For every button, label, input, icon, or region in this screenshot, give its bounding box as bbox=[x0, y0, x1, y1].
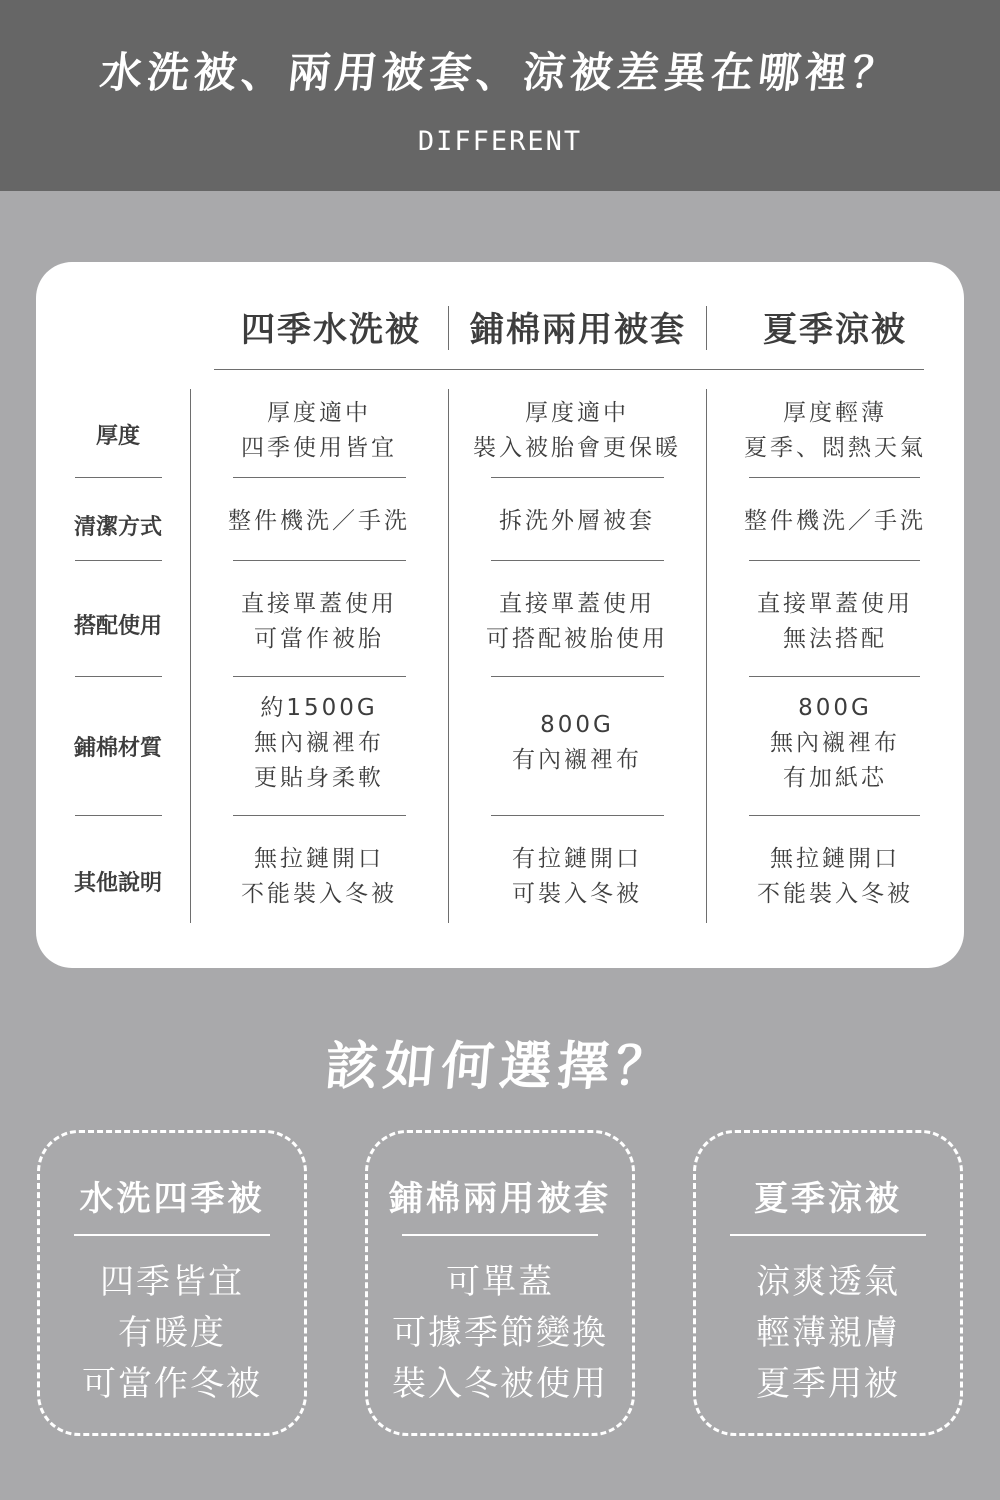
table-cell: 厚度輕薄 夏季、悶熱天氣 bbox=[744, 400, 926, 461]
choice-box-title: 水洗四季被 bbox=[79, 1179, 265, 1219]
row-separator bbox=[749, 477, 920, 478]
row-separator bbox=[233, 676, 406, 677]
table-cell: 有拉鏈開口 可裝入冬被 bbox=[512, 846, 642, 907]
row-label: 搭配使用 bbox=[73, 614, 162, 639]
page-subtitle: DIFFERENT bbox=[417, 126, 583, 157]
choice-box-two-way-cover bbox=[365, 1130, 635, 1436]
row-label: 鋪棉材質 bbox=[73, 736, 162, 761]
row-separator bbox=[233, 560, 406, 561]
table-cell: 直接單蓋使用 可當作被胎 bbox=[241, 591, 397, 652]
row-separator bbox=[233, 815, 406, 816]
table-cell: 直接單蓋使用 無法搭配 bbox=[757, 591, 913, 652]
column-header-two-way-cover: 鋪棉兩用被套 bbox=[470, 310, 686, 350]
choice-box-divider bbox=[402, 1234, 598, 1236]
row-label: 厚度 bbox=[95, 424, 140, 449]
row-separator bbox=[75, 676, 162, 677]
header-banner bbox=[0, 0, 1000, 191]
header-divider bbox=[706, 306, 707, 350]
choice-box-four-season bbox=[37, 1130, 307, 1436]
how-to-choose-heading: 該如何選擇？ bbox=[322, 1037, 677, 1097]
choice-box-summer-quilt bbox=[693, 1130, 963, 1436]
table-cell: 無拉鏈開口 不能裝入冬被 bbox=[757, 846, 913, 907]
table-cell: 800G 有內襯裡布 bbox=[512, 712, 642, 773]
table-cell: 約1500G 無內襯裡布 更貼身柔軟 bbox=[254, 695, 384, 791]
row-label: 清潔方式 bbox=[73, 515, 162, 540]
column-header-four-season: 四季水洗被 bbox=[241, 310, 421, 350]
row-label: 其他說明 bbox=[73, 871, 162, 896]
table-cell: 拆洗外層被套 bbox=[499, 508, 655, 534]
row-separator bbox=[491, 477, 664, 478]
choice-box-body: 四季皆宜 有暖度 可當作冬被 bbox=[82, 1262, 262, 1404]
row-separator bbox=[749, 560, 920, 561]
row-separator bbox=[749, 676, 920, 677]
row-separator bbox=[749, 815, 920, 816]
row-separator bbox=[491, 560, 664, 561]
choice-box-divider bbox=[730, 1234, 926, 1236]
header-underline bbox=[214, 369, 924, 370]
header-divider bbox=[448, 306, 449, 350]
row-separator bbox=[491, 676, 664, 677]
row-separator bbox=[75, 560, 162, 561]
table-cell: 厚度適中 四季使用皆宜 bbox=[241, 400, 397, 461]
table-cell: 800G 無內襯裡布 有加紙芯 bbox=[770, 695, 900, 791]
table-cell: 無拉鏈開口 不能裝入冬被 bbox=[241, 846, 397, 907]
table-cell: 厚度適中 裝入被胎會更保暖 bbox=[473, 400, 681, 461]
choice-box-title: 夏季涼被 bbox=[754, 1179, 902, 1219]
comparison-table bbox=[36, 262, 964, 968]
row-separator bbox=[75, 815, 162, 816]
choice-box-body: 可單蓋 可據季節變換 裝入冬被使用 bbox=[392, 1262, 608, 1404]
row-separator bbox=[233, 477, 406, 478]
choice-box-body: 涼爽透氣 輕薄親膚 夏季用被 bbox=[756, 1262, 900, 1404]
table-cell: 直接單蓋使用 可搭配被胎使用 bbox=[486, 591, 668, 652]
row-separator bbox=[491, 815, 664, 816]
choice-box-title: 鋪棉兩用被套 bbox=[389, 1179, 611, 1219]
column-header-summer-quilt: 夏季涼被 bbox=[763, 310, 907, 350]
table-cell: 整件機洗／手洗 bbox=[228, 508, 410, 534]
table-cell: 整件機洗／手洗 bbox=[744, 508, 926, 534]
page-title: 水洗被、兩用被套、涼被差異在哪裡？ bbox=[97, 48, 902, 97]
row-separator bbox=[75, 477, 162, 478]
choice-box-divider bbox=[74, 1234, 270, 1236]
